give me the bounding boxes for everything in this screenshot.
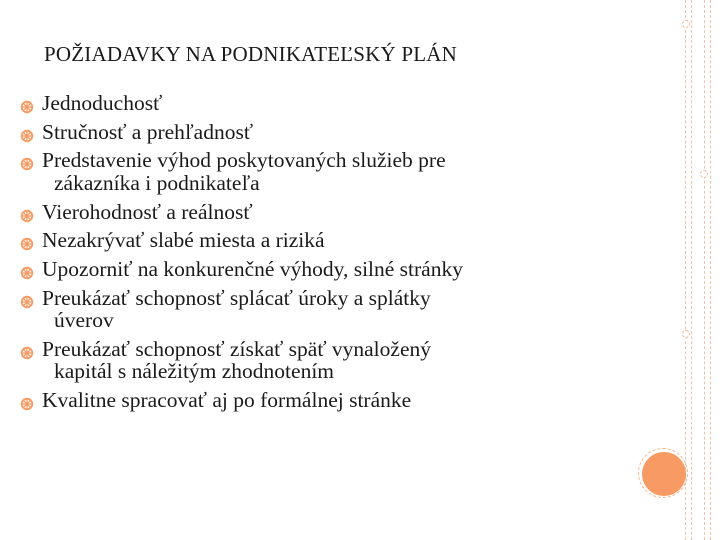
bullet-text: Preukázať schopnosť splácať úroky a splátky — [42, 285, 431, 310]
bullet-list — [20, 92, 630, 418]
wheel-bullet-icon — [20, 233, 34, 247]
decorative-rail-line — [710, 0, 711, 540]
bullet-item — [20, 229, 630, 252]
decorative-ring — [700, 170, 708, 178]
decorative-rail-line — [691, 0, 692, 540]
slide-title: POŽIADAVKY NA PODNIKATEĽSKÝ PLÁN — [44, 42, 457, 66]
wheel-bullet-icon — [20, 342, 34, 356]
bullet-text: Stručnosť a prehľadnosť — [42, 119, 254, 144]
decorative-rail-line — [704, 0, 705, 540]
bullet-text: Upozorniť na konkurenčné výhody, silné stránky — [42, 256, 463, 281]
wheel-bullet-icon — [20, 262, 34, 276]
bullet-text-continuation: kapitál s náležitým zhodnotením — [54, 359, 335, 384]
wheel-bullet-icon — [20, 393, 34, 407]
wheel-bullet-icon — [20, 205, 34, 219]
bullet-item — [20, 149, 630, 194]
bullet-text: Jednoduchosť — [42, 91, 163, 115]
wheel-bullet-icon — [20, 96, 34, 110]
bullet-text: Predstavenie výhod poskytovaných služieb pre — [42, 148, 446, 173]
bullet-item — [20, 121, 630, 144]
wheel-bullet-icon — [20, 153, 34, 167]
bullet-item — [20, 201, 630, 224]
bullet-text-continuation: zákazníka i podnikateľa — [54, 170, 260, 195]
decorative-orange-circle — [642, 452, 686, 496]
bullet-item — [20, 287, 630, 332]
wheel-bullet-icon — [20, 125, 34, 139]
bullet-item — [20, 258, 630, 281]
bullet-text: Preukázať schopnosť získať späť vynaložený — [42, 336, 431, 361]
decorative-ring — [682, 330, 690, 338]
bullet-text: Vierohodnosť a reálnosť — [42, 199, 253, 224]
bullet-item — [20, 92, 630, 115]
decorative-ring — [682, 20, 690, 28]
bullet-text-continuation: úverov — [54, 308, 114, 333]
bullet-item — [20, 389, 630, 412]
wheel-bullet-icon — [20, 291, 34, 305]
bullet-item — [20, 338, 630, 383]
bullet-text: Kvalitne spracovať aj po formálnej stránke — [42, 388, 412, 412]
bullet-text: Nezakrývať slabé miesta a riziká — [42, 228, 325, 253]
decorative-rail-line — [685, 0, 686, 540]
